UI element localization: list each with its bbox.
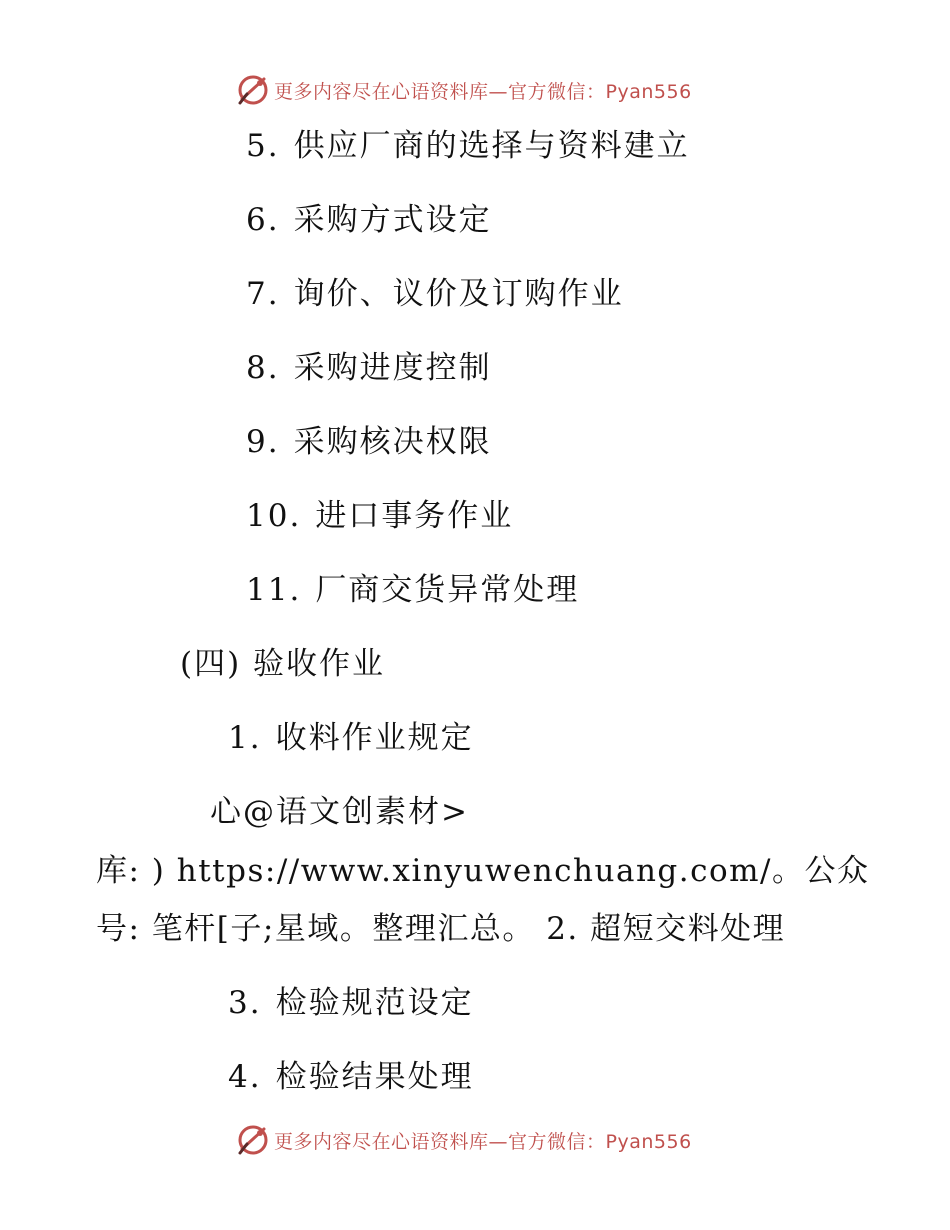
item-number: 6. <box>246 202 280 238</box>
item-text: 询价、议价及订购作业 <box>293 276 624 312</box>
list-item <box>228 983 474 1023</box>
item-number: 9. <box>246 424 280 460</box>
item-text: 厂商交货异常处理 <box>315 572 580 608</box>
list-item <box>246 496 513 536</box>
list-item <box>246 422 492 462</box>
footer-banner <box>236 1120 692 1160</box>
item-text: 收料作业规定 <box>275 720 474 756</box>
list-item <box>246 274 624 314</box>
item-text: 进口事务作业 <box>315 498 514 534</box>
item-text: 采购核决权限 <box>293 424 492 460</box>
brush-logo-icon <box>236 1123 270 1157</box>
list-item <box>246 570 579 610</box>
watermark-line: 库: ) https://www.xinyuwenchuang.com/。公众 <box>96 853 870 889</box>
watermark-line: 号: 笔杆[子;星域。整理汇总。 2. 超短交料处理 <box>96 911 786 947</box>
item-text: 采购方式设定 <box>293 202 492 238</box>
item-number: 3. <box>228 985 262 1021</box>
list-item <box>228 1057 474 1097</box>
item-number: 5. <box>246 128 280 164</box>
header-banner <box>236 70 692 110</box>
footer-banner-text: 更多内容尽在心语资料库—官方微信：Pyan556 <box>274 1130 692 1153</box>
item-number: 10. <box>246 498 302 534</box>
list-item <box>246 348 492 388</box>
item-text: 检验规范设定 <box>275 985 474 1021</box>
item-number: 1. <box>228 720 262 756</box>
brush-logo-icon <box>236 73 270 107</box>
list-item <box>246 126 690 166</box>
item-number: 11. <box>246 572 302 608</box>
header-banner-text: 更多内容尽在心语资料库—官方微信：Pyan556 <box>274 80 692 103</box>
item-text: 检验结果处理 <box>275 1059 474 1095</box>
watermark-line: 心@语文创素材> <box>210 794 469 830</box>
item-number: 4. <box>228 1059 262 1095</box>
item-number: 8. <box>246 350 280 386</box>
list-item <box>228 718 474 758</box>
item-text: 供应厂商的选择与资料建立 <box>293 128 690 164</box>
section-heading: (四) 验收作业 <box>180 646 386 682</box>
list-item <box>246 200 492 240</box>
item-text: 采购进度控制 <box>293 350 492 386</box>
item-number: 7. <box>246 276 280 312</box>
